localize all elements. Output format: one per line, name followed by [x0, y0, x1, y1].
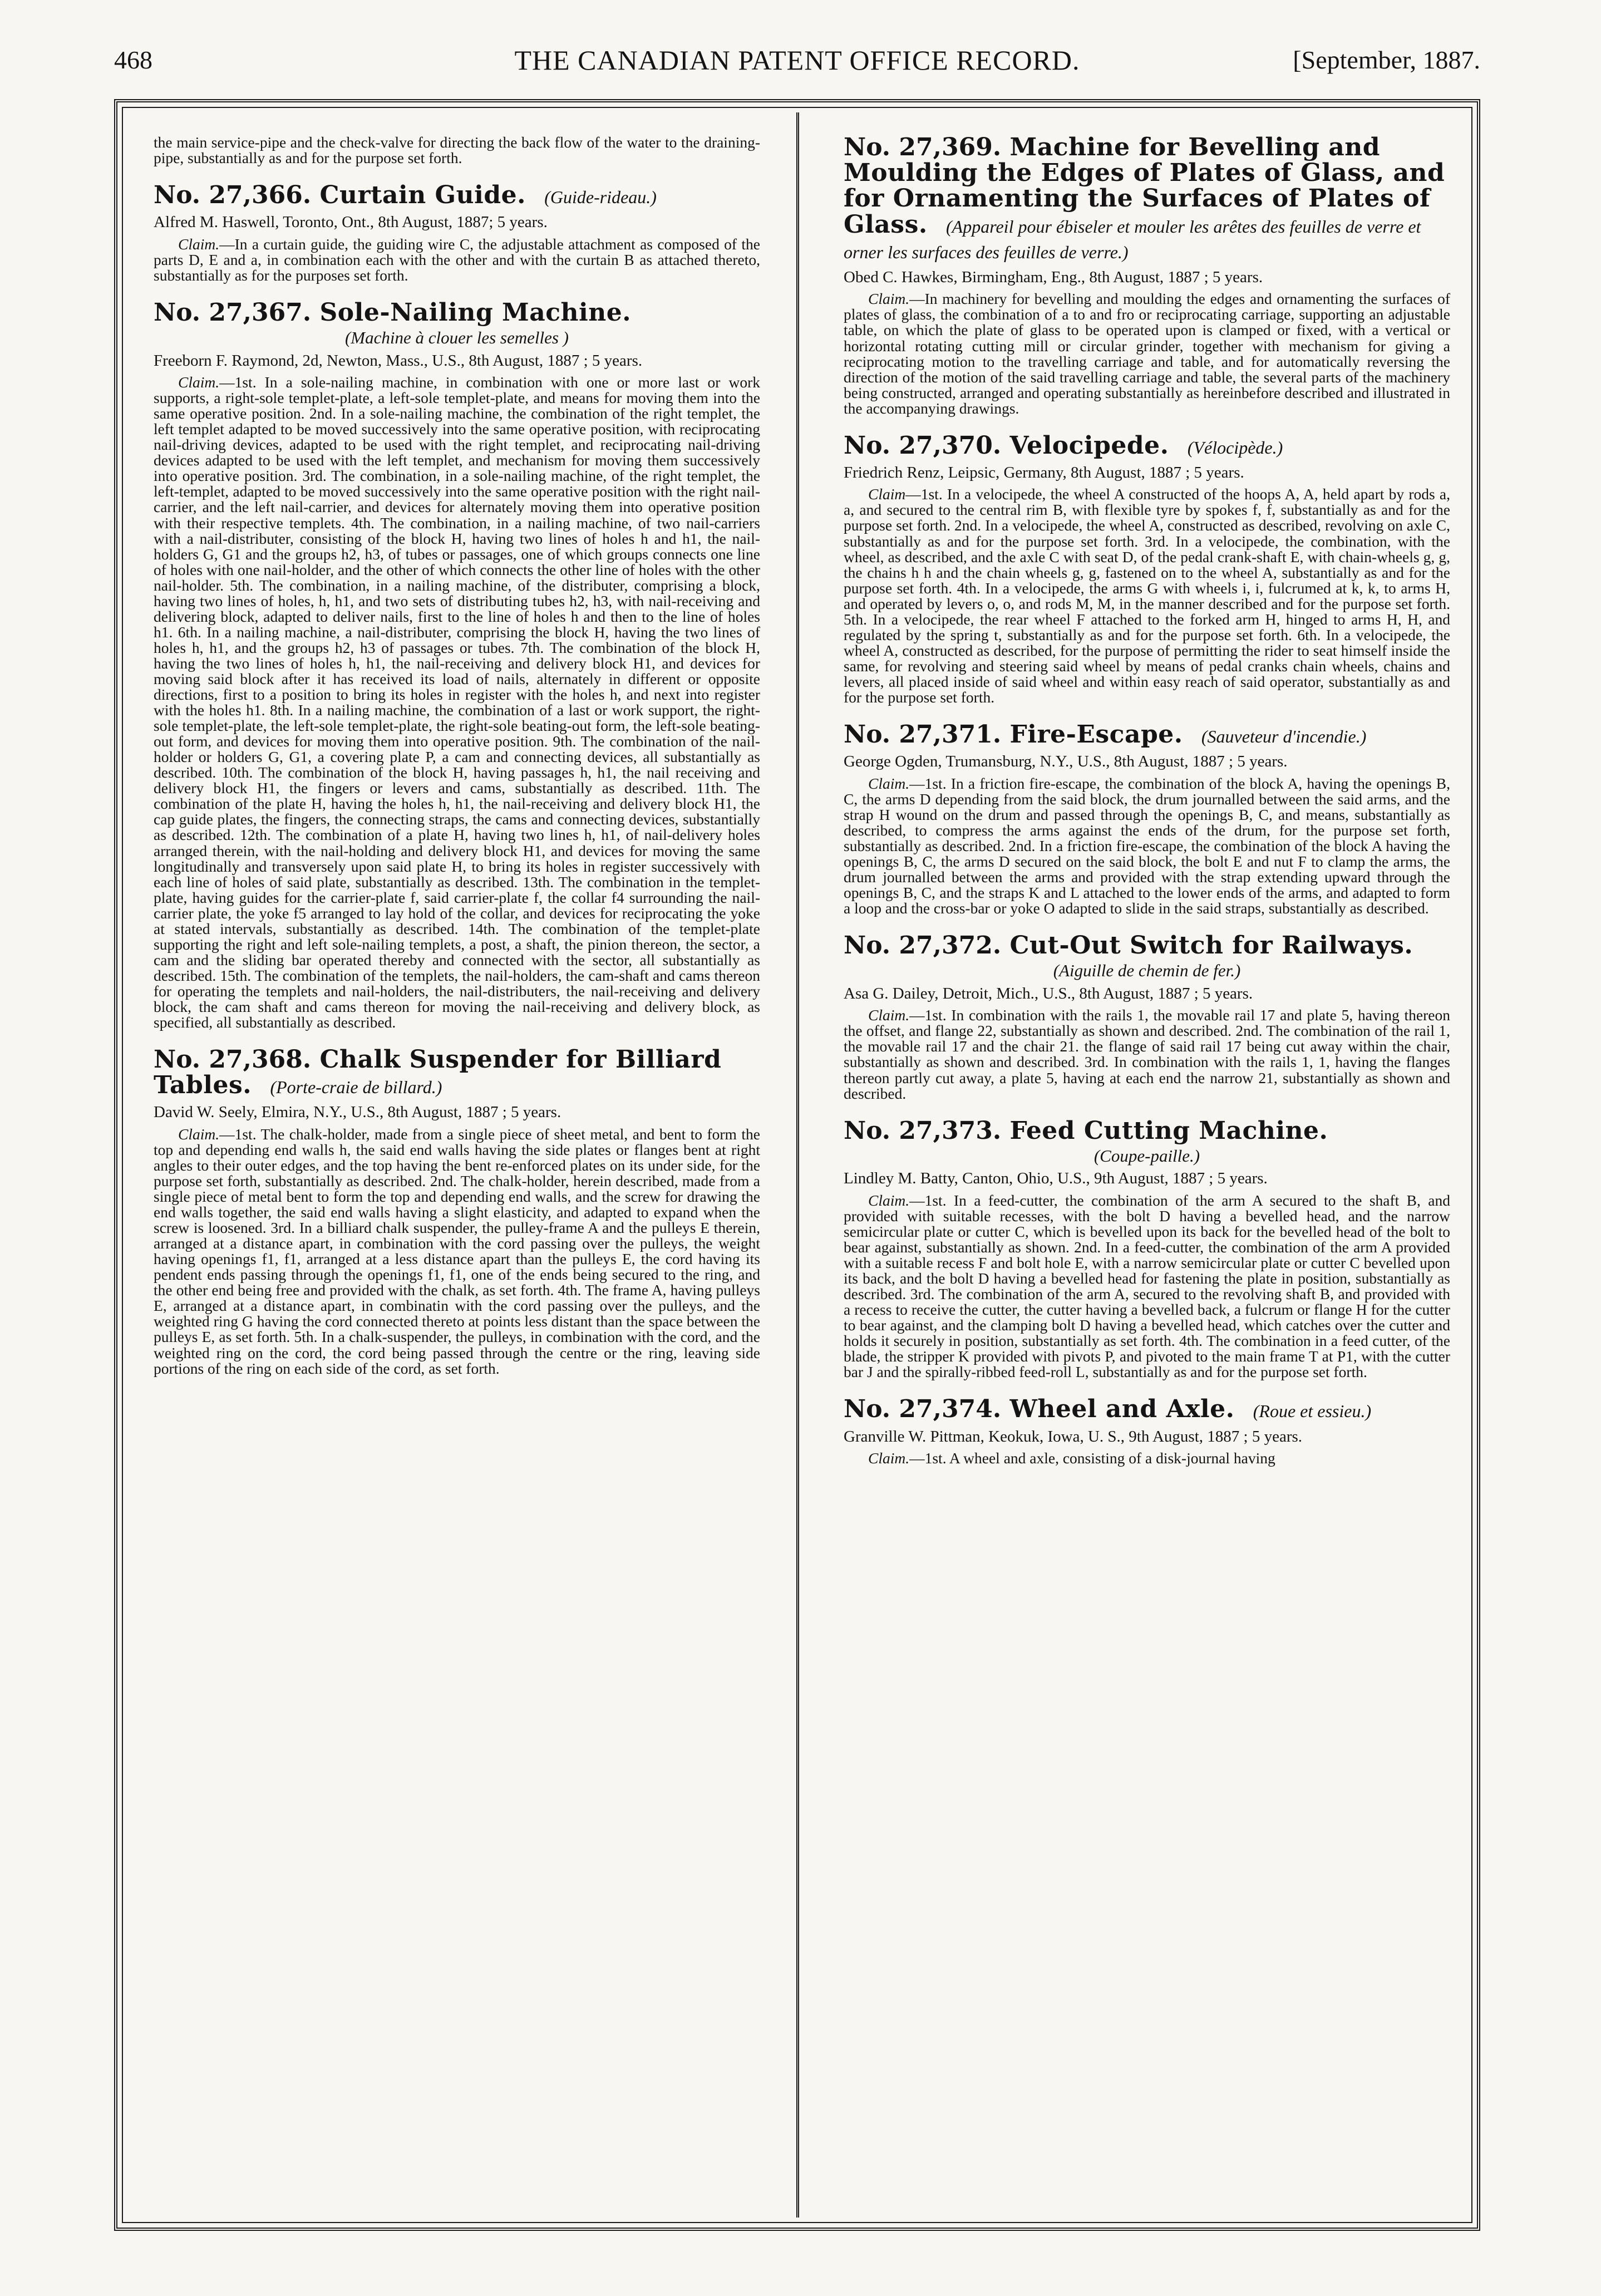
patent-entry-27369 — [844, 135, 1450, 416]
issue-date: [September, 1887. — [1293, 46, 1480, 74]
patent-heading — [154, 183, 760, 208]
right-column — [844, 135, 1450, 1483]
patent-title: Sole-Nailing Machine. — [319, 298, 632, 327]
patent-claim — [844, 486, 1450, 705]
claim-text: —1st. The chalk-holder, made from a single piece of sheet metal, and bent to form the top and depending end walls h, the said end walls having the side plates or flanges bent at right angles to their outer edges, and the top having the bent re-enforced plates on its under side, for the purpose set forth, substantially as described. 2nd. The chalk-holder, herein described, made from a single piece of metal bent to form the top and depending end walls, and the screw for drawing the end walls together, the said end walls having a slight elasticity, and adapted to expand when the screw is loosened. 3rd. In a billiard chalk suspender, the pulley-frame A and the pulleys E therein, arranged at a distance apart, in combination with the cord passing over the pulleys, the weight having openings f1, f1, arranged at a less distance apart than the pulleys E, the cord having its pendent ends passing through the openings f1, f1, one of the ends being secured to the ring, and the other end being free and provided with the chalk, as set forth. 4th. The frame A, having pulleys E, arranged at a distance apart, in combinatin with the cord passing over the pulleys, and the weighted ring G having the cord connected thereto at points less distant than the space between the pulleys E, as set forth. 5th. In a chalk-suspender, the pulleys, in combination with the cord, and the weighted ring on the cord, the cord being passed through the centre or the ring, leaving side portions of the ring on each side of the cord, as set forth. — [154, 1125, 760, 1377]
patent-heading — [844, 433, 1450, 459]
patent-title: Machine for Bevelling and Moulding the Edges of Plates of Glass, and for Ornamenting the Surfaces of Plates of Glass. — [844, 133, 1445, 239]
patent-entry-27371 — [844, 722, 1450, 916]
patent-number: No. 27,373. — [844, 1116, 1002, 1145]
patent-claim — [844, 1007, 1450, 1101]
patent-heading — [154, 300, 760, 326]
claim-label: Claim. — [178, 1125, 220, 1143]
patent-entry-27366 — [154, 183, 760, 283]
patent-entry-27367 — [154, 300, 760, 1030]
patent-entry-27373 — [844, 1118, 1450, 1380]
patent-french-title: (Porte-craie de billard.) — [270, 1077, 442, 1098]
continued-claim-text: the main service-pipe and the check-valve for directing the back flow of the water to the draining-pipe, substantially as and for the purpose set forth. — [154, 134, 760, 167]
claim-text: —In machinery for bevelling and moulding the edges and ornamenting the surfaces of plates of glass, the combination of a to and fro or reciprocating carriage, supporting an adjustable table, on which the plate of glass to be operated upon is clamped or fixed, with a vertical or horizontal rotating cutting mill or circular grinder, together with mechanism for giving a reciprocating motion to the travelling carriage and table, and for automatically reversing the direction of the motion of the said travelling carriage and table, the several parts of the machinery being constructed, arranged and operating substantially as hereinbefore described and illustrated in the accompanying drawings. — [844, 290, 1450, 417]
patent-number: No. 27,371. — [844, 720, 1002, 749]
claim-label: Claim. — [868, 1449, 910, 1467]
left-column — [154, 135, 760, 1393]
patent-heading — [844, 135, 1450, 263]
patent-title: Velocipede. — [1009, 431, 1169, 460]
patent-number: No. 27,369. — [844, 133, 1002, 161]
patent-claim — [844, 1193, 1450, 1380]
patent-title: Chalk Suspender for Billiard Tables. — [154, 1045, 722, 1100]
patent-title: Wheel and Axle. — [1009, 1395, 1235, 1424]
patent-entry-27372 — [844, 933, 1450, 1102]
patent-heading — [844, 1397, 1450, 1422]
patent-entry-27368 — [154, 1047, 760, 1376]
claim-label: Claim. — [178, 373, 220, 391]
patent-number: No. 27,370. — [844, 431, 1002, 460]
patent-claim — [844, 776, 1450, 916]
patent-inventor: Lindley M. Batty, Canton, Ohio, U.S., 9th August, 1887 ; 5 years. — [844, 1169, 1268, 1188]
running-head — [114, 43, 1480, 82]
patent-french-title: (Aiguille de chemin de fer.) — [1053, 961, 1241, 981]
patent-claim — [154, 375, 760, 1030]
patent-french-title: (Appareil pour ébiseler et mouler les arêtes des feuilles de verre et orner les surfaces des feuilles de verre.) — [844, 216, 1421, 262]
patent-inventor: Granville W. Pittman, Keokuk, Iowa, U. S., 9th August, 1887 ; 5 years. — [844, 1427, 1303, 1446]
claim-text: —1st. In a velocipede, the wheel A constructed of the hoops A, A, held apart by rods a, a, and secured to the central rim B, with flexible tyre by spokes f, f, substantially as and for the purpose set forth. 2nd. In a velocipede, the wheel A, constructed as described, revolving on axle C, substantially as and for the purpose set forth. 3rd. In a velocipede, the combination, with the wheel, as described, and the axle C with seat D, of the pedal crank-shaft E, with chain-wheels g, g, the chains h h and the chain wheels g, g, fastened on to the wheel A, substantially as and for the purpose set forth. 4th. In a velocipede, the arms G with wheels i, i, fulcrumed at k, k, to arms H, and operated by levers o, o, and rods M, M, in the manner described and for the purpose set forth. 5th. In a velocipede, the rear wheel F attached to the forked arm H, hinged to arms H, H, and regulated by the spring t, substantially as and for the purpose set forth. 6th. In a velocipede, the wheel A, constructed as described, for the purpose of permitting the rider to seat himself inside the same, for revolving and steering said wheel by means of pedal cranks chain wheels, chains and levers, all placed inside of said wheel and within easy reach of said operator, substantially as and for the purpose set forth. — [844, 485, 1450, 706]
claim-label: Claim. — [868, 1006, 910, 1024]
patent-heading — [154, 1047, 760, 1098]
claim-label: Claim. — [868, 774, 910, 792]
patent-title: Feed Cutting Machine. — [1009, 1116, 1328, 1145]
patent-inventor: George Ogden, Trumansburg, N.Y., U.S., 8th August, 1887 ; 5 years. — [844, 753, 1288, 771]
patent-number: No. 27,368. — [154, 1045, 312, 1074]
patent-inventor: David W. Seely, Elmira, N.Y., U.S., 8th August, 1887 ; 5 years. — [154, 1103, 561, 1122]
patent-entry-27374 — [844, 1397, 1450, 1466]
patent-inventor: Alfred M. Haswell, Toronto, Ont., 8th August, 1887; 5 years. — [154, 213, 548, 232]
claim-label: Claim. — [868, 290, 910, 308]
claim-text: —1st. In a friction fire-escape, the combination of the block A, having the openings B, C, the arms D depending from the said block, the drum journalled between the said arms, and the strap H wound on the drum and passed through the openings B, C, and means, substantially as described, to compress the arms against the ends of the drum, for the purpose set forth, substantially as described. 2nd. In a friction fire-escape, the combination of the block A having the openings B, C, the arms D secured on the said block, the bolt E and nut F to clamp the arms, the drum journalled between the arms and provided with the strap extending upward through the openings B, C, and the straps K and L attached to the lower ends of the arms, and adapted to form a loop and the cross-bar or yoke O adapted to slide in the said straps, substantially as described. — [844, 774, 1450, 917]
patent-heading — [844, 722, 1450, 748]
patent-claim — [844, 1451, 1450, 1466]
claim-text: —1st. In a feed-cutter, the combination of the arm A secured to the shaft B, and provided with suitable recesses, with the bolt D having a bevelled head, and the narrow semicircular plate or cutter C, which is bevelled upon its back for the bevelled head of the bolt to bear against, substantially as shown. 2nd. In a feed-cutter, the combination of the arm A provided with a suitable recess F and bolt hole E, with a narrow semicircular plate or cutter C bevelled upon its back, and the bolt D having a bevelled head for fastening the plate in position, substantially as described. 3rd. The combination of the arm A, secured to the revolving shaft B, and provided with a recess to receive the cutter, the cutter having a bevelled back, a fulcrum or flange H for the cutter to bear against, and the clamping bolt D having a bevelled head, which catches over the cutter and holds it securely in position, substantially as set forth. 4th. The combination in a feed cutter, of the blade, the stripper K provided with pivots P, and pivoted to the main frame T at P1, with the cutter bar J and the spirally-ribbed feed-roll L, substantially as and for the purpose set forth. — [844, 1191, 1450, 1381]
claim-label: Claim. — [868, 1191, 910, 1209]
patent-heading — [844, 1118, 1450, 1144]
claim-text: —1st. In a sole-nailing machine, in combination with one or more last or work supports, a right-sole templet-plate, a left-sole templet-plate, and means for moving them into the same operative position. 2nd. In a sole-nailing machine, the combination of the right templet, the left templet adapted to be moved successively into the same operative position, with reciprocating nail-driving devices, adapted to be used with the right templet, and reciprocating nail-driving devices adapted to be used with the left templet, and mechanism for moving them successively into operative position. 3rd. The combination, in a sole-nailing machine, of the right templet, the left-templet, adapted to be moved successively into the same operative position with the right nail-carrier, and the left nail-carrier, and devices for alternately moving them into operative position with their respective templets. 4th. The combination, in a nailing machine, of two nail-carriers with a nail-distributer, consisting of the block H, having two lines of holes h and h1, the nail-holders G, G1 and the groups h2, h3, of tubes or passages, one of which groups connects one line of holes with one nail-holder, and the other of which connects the other line of holes with the other nail-holder. 5th. The combination, in a nailing machine, of the distributer, comprising a block, having two lines of holes, h, h1, and two sets of distributing tubes h2, h3, with nail-receiving and delivering block, adapted to deliver nails, first to the line of holes h and then to the line of holes h1. 6th. In a nailing machine, a nail-distributer, comprising the block H, having the two lines of holes h, h1, and the groups h2, h3 of passages or tubes. 7th. The combination of the block H, having the two lines of holes h, h1, the nail-receiving and delivery block H1, and devices for moving said block after it has received its load of nails, alternately in different or opposite directions, first to a position to bring its holes in register with the holes h, and next into register with the holes h1. 8th. In a nailing machine, the combination of a last or work support, the right-sole templet-plate, the left-sole templet-plate, the right-sole beating-out form, the left-sole beating-out form, and devices for moving them into operative position. 9th. The combination of the nail-holder or holders G, G1, a covering plate P, a cam and connecting devices, all substantially as described. 10th. The combination of the block H, having passages h, h1, the nail receiving and delivery block H1, the fingers or levers and cams, substantially as described. 11th. The combination of the plate H, having the holes h, h1, the nail-receiving and delivery block H1, the cap guide plates, the fingers, the connecting straps, the cams and connecting devices, substantially as described. 12th. The combination of a plate H, having two lines h, h1, of nail-delivery holes arranged therein, with the nail-holding and delivery block H1, and devices for moving the same longitudinally and transversely upon said plate H, to bring its holes in register successively with each line of holes of said plate, substantially as described. 13th. The combination in the templet-plate, having guides for the carrier-plate f, said carrier-plate f, the collar f4 surrounding the nail-carrier plate, the yoke f5 arranged to lay hold of the collar, and devices for reciprocating the yoke at stated intervals, substantially as described. 14th. The combination of the templet-plate supporting the right and left sole-nailing templets, a post, a shaft, the pinion thereon, the sector, a cam and the sliding bar operated thereby and connected with the sector, all substantially as described. 15th. The combination of the templets, the nail-holders, the cam-shaft and cams thereon for operating the templets and nail-holders, the nail-distributers, the nail-receiving and delivery block, the cam shaft and cams thereon for moving the nail-receiving and delivery block, as specified, all substantially as described. — [154, 373, 760, 1031]
patent-title: Fire-Escape. — [1009, 720, 1183, 749]
patent-french-title: (Machine à clouer les semelles ) — [344, 328, 569, 348]
patent-french-title: (Coupe-paille.) — [1093, 1145, 1200, 1166]
page-number: 468 — [114, 46, 152, 74]
patent-claim — [154, 1127, 760, 1376]
patent-claim — [154, 237, 760, 283]
patent-title: Cut-Out Switch for Railways. — [1009, 931, 1413, 960]
patent-heading — [844, 933, 1450, 958]
patent-inventor: Asa G. Dailey, Detroit, Mich., U.S., 8th August, 1887 ; 5 years. — [844, 984, 1253, 1002]
patent-french-title: (Sauveteur d'incendie.) — [1201, 726, 1367, 747]
journal-title: THE CANADIAN PATENT OFFICE RECORD. — [514, 45, 1080, 76]
claim-text: —In a curtain guide, the guiding wire C, the adjustable attachment as composed of the parts D, E and a, in combination each with the other and with the curtain B as attached thereto, substantially as for the purposes set forth. — [154, 235, 760, 284]
claim-text: —1st. A wheel and axle, consisting of a disk-journal having — [909, 1449, 1275, 1467]
patent-french-title: (Roue et essieu.) — [1253, 1401, 1372, 1422]
patent-french-title: (Vélocipède.) — [1187, 437, 1283, 458]
claim-text: —1st. In combination with the rails 1, the movable rail 17 and plate 5, having thereon the offset, and flange 22, substantially as shown and described. 2nd. The combination of the rail 1, the movable rail 17 and the chair 21. the flange of said rail 17 being cut away within the chair, substantially as shown and described. 3rd. In combination with the rails 1, 1, having the flanges thereon partly cut away, a plate 5, having at each end the narrow 21, substantially as shown and described. — [844, 1006, 1450, 1102]
patent-entry-27370 — [844, 433, 1450, 705]
patent-inventor: Friedrich Renz, Leipsic, Germany, 8th August, 1887 ; 5 years. — [844, 463, 1244, 481]
patent-number: No. 27,366. — [154, 181, 312, 210]
patent-title: Curtain Guide. — [319, 181, 526, 210]
column-rule — [796, 112, 799, 2218]
patent-claim — [844, 291, 1450, 416]
patent-number: No. 27,374. — [844, 1395, 1002, 1424]
page-frame — [114, 99, 1480, 2231]
claim-label: Claim — [868, 485, 906, 503]
patent-inventor: Obed C. Hawkes, Birmingham, Eng., 8th August, 1887 ; 5 years. — [844, 268, 1263, 286]
patent-inventor: Freeborn F. Raymond, 2d, Newton, Mass., U.S., 8th August, 1887 ; 5 years. — [154, 351, 643, 370]
patent-french-title: (Guide-rideau.) — [544, 187, 657, 208]
patent-number: No. 27,367. — [154, 298, 312, 327]
patent-number: No. 27,372. — [844, 931, 1002, 960]
claim-label: Claim. — [178, 235, 220, 253]
